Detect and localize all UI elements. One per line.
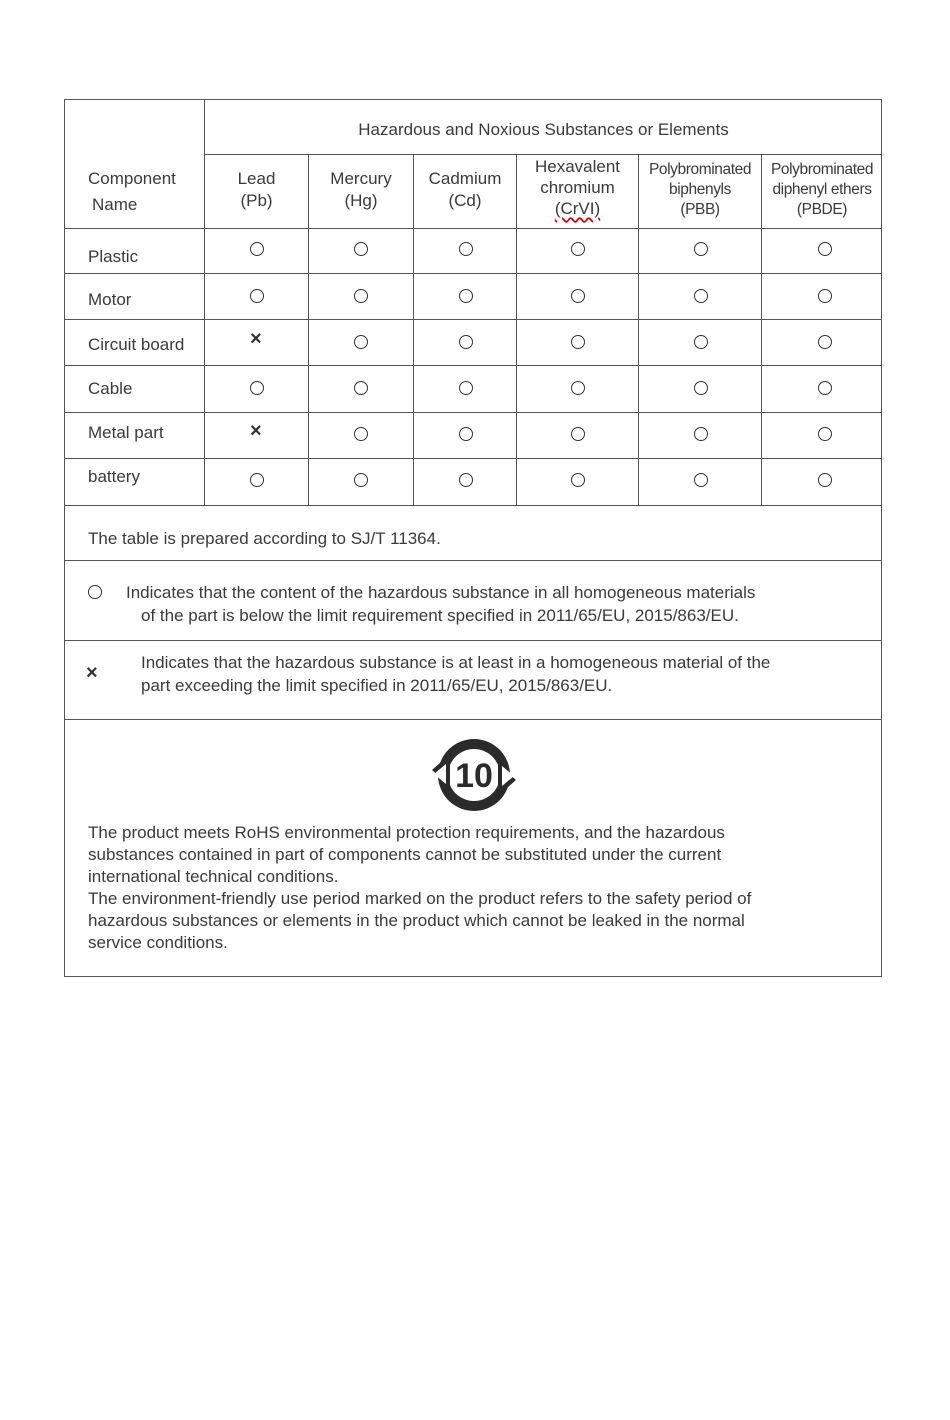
rohs-note-line: international technical conditions.: [88, 867, 339, 886]
circle-mark-icon: [818, 473, 832, 487]
cross-legend-line1: Indicates that the hazardous substance is at least in a homogeneous material of the: [141, 653, 771, 672]
cross-legend-line2: part exceeding the limit specified in 2011/65/EU, 2015/863/EU.: [141, 676, 613, 695]
column-header-mercury: Mercury (Hg): [330, 169, 392, 210]
circle-mark-icon: [250, 381, 264, 395]
circle-mark-icon: [354, 242, 368, 256]
circle-mark-icon: [571, 381, 585, 395]
rohs-note-line: The environment-friendly use period marked on the product refers to the safety period of: [88, 889, 752, 908]
group-header: Hazardous and Noxious Substances or Elements: [358, 120, 729, 139]
component-header-line2: Name: [92, 195, 138, 214]
circle-mark-icon: [459, 289, 473, 303]
divider: [64, 412, 882, 413]
circle-mark-icon: [571, 242, 585, 256]
circle-mark-icon: [459, 335, 473, 349]
efup-number: 10: [455, 757, 493, 795]
divider: [64, 273, 882, 274]
rohs-note: [88, 822, 848, 954]
circle-mark-icon: [354, 473, 368, 487]
circle-mark-icon: [459, 242, 473, 256]
cross-mark-icon: ×: [250, 328, 262, 350]
circle-mark-icon: [694, 427, 708, 441]
circle-mark-icon: [818, 335, 832, 349]
column-header-lead: Lead (Pb): [237, 169, 276, 210]
circle-mark-icon: [694, 289, 708, 303]
circle-legend-line1: Indicates that the content of the hazardous substance in all homogeneous materials: [126, 583, 756, 602]
rohs-note-line: service conditions.: [88, 933, 228, 952]
circle-mark-icon: [250, 289, 264, 303]
circle-mark-icon: [571, 335, 585, 349]
cross-legend-icon: ×: [86, 662, 98, 684]
column-header-pbb: Polybrominated biphenyls (PBB): [648, 161, 752, 218]
divider: [64, 319, 882, 320]
circle-mark-icon: [694, 242, 708, 256]
circle-mark-icon: [459, 381, 473, 395]
circle-mark-icon: [818, 242, 832, 256]
divider: [64, 365, 882, 366]
circle-legend-icon: [88, 585, 102, 599]
divider: [64, 560, 882, 561]
divider: [205, 154, 882, 155]
circle-mark-icon: [694, 381, 708, 395]
rohs-note-line: The product meets RoHS environmental protection requirements, and the hazardous: [88, 823, 725, 842]
circle-mark-icon: [818, 289, 832, 303]
rohs-note-line: hazardous substances or elements in the product which cannot be leaked in the normal: [88, 911, 745, 930]
circle-mark-icon: [354, 381, 368, 395]
circle-mark-icon: [354, 427, 368, 441]
divider: [64, 228, 882, 229]
divider: [64, 505, 882, 506]
component-header-line1: Component: [88, 169, 176, 188]
circle-mark-icon: [694, 335, 708, 349]
circle-mark-icon: [459, 473, 473, 487]
circle-mark-icon: [250, 242, 264, 256]
circle-mark-icon: [694, 473, 708, 487]
circle-mark-icon: [818, 381, 832, 395]
circle-mark-icon: [354, 289, 368, 303]
circle-mark-icon: [818, 427, 832, 441]
divider: [64, 458, 882, 459]
circle-mark-icon: [459, 427, 473, 441]
rohs-note-line: substances contained in part of components cannot be substituted under the current: [88, 845, 722, 864]
row-name-circuit-board: Circuit board: [88, 335, 185, 354]
column-header-hexavalent-chromium: Hexavalent chromium (CrVI): [534, 157, 621, 218]
row-name-metal-part: Metal part: [88, 423, 164, 442]
environment-friendly-use-period-icon: [428, 734, 520, 816]
circle-mark-icon: [571, 427, 585, 441]
divider: [204, 99, 205, 505]
row-name-battery: battery: [88, 467, 140, 486]
circle-mark-icon: [571, 473, 585, 487]
column-header-pbde: Polybrominated diphenyl ethers (PBDE): [770, 161, 874, 218]
row-name-plastic: Plastic: [88, 247, 139, 266]
row-name-motor: Motor: [88, 290, 132, 309]
circle-mark-icon: [250, 473, 264, 487]
column-header-cadmium: Cadmium (Cd): [428, 169, 502, 210]
divider: [64, 640, 882, 641]
standard-note: The table is prepared according to SJ/T 11364.: [88, 529, 441, 548]
cross-mark-icon: ×: [250, 420, 262, 442]
divider: [64, 719, 882, 720]
circle-mark-icon: [354, 335, 368, 349]
circle-legend-line2: of the part is below the limit requirement specified in 2011/65/EU, 2015/863/EU.: [141, 606, 739, 625]
row-name-cable: Cable: [88, 379, 133, 398]
circle-mark-icon: [571, 289, 585, 303]
